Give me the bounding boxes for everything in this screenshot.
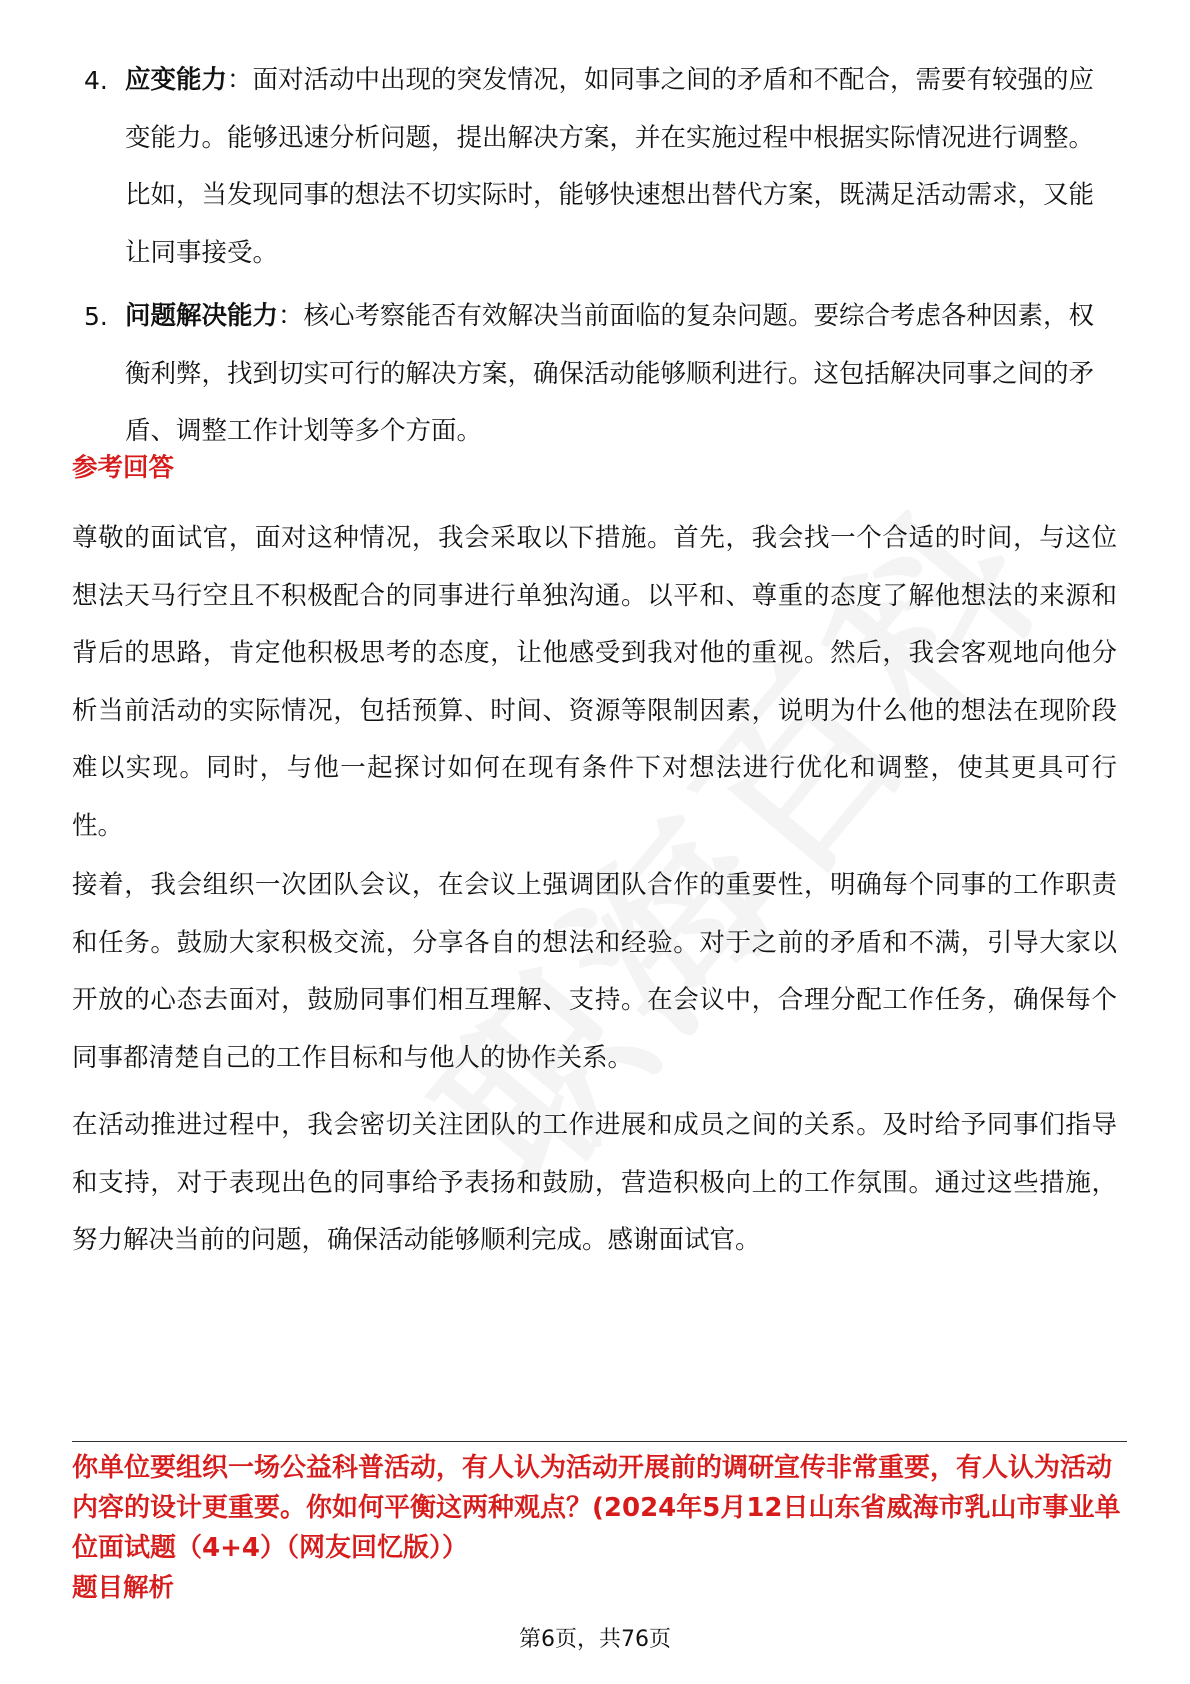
- list-term: 问题解决能力: [125, 301, 279, 331]
- section-divider: [72, 1441, 1127, 1442]
- page-number-footer: 第6页，共76页: [519, 1627, 671, 1652]
- list-text: ：核心考察能否有效解决当前面临的复杂问题。要综合考虑各种因素，权衡利弊，找到切实可行的解决方案，确保活动能够顺利进行。这包括解决同事之间的矛盾、调整工作计划等多个方面。: [125, 301, 1095, 446]
- list-text: ：面对活动中出现的突发情况，如同事之间的矛盾和不配合，需要有较强的应变能力。能够迅速分析问题，提出解决方案，并在实施过程中根据实际情况进行调整。比如，当发现同事的想法不切实际时，能够快速想出替代方案，既满足活动需求，又能让同事接受。: [125, 65, 1095, 268]
- ability-list: [0, 52, 1190, 467]
- list-term: 应变能力: [125, 65, 228, 95]
- list-item: [0, 52, 1190, 282]
- list-item: [0, 288, 1190, 461]
- list-number: 5.: [84, 302, 108, 331]
- answer-paragraph-1: 尊敬的面试官，面对这种情况，我会采取以下措施。首先，我会找一个合适的时间，与这位想法天马行空且不积极配合的同事进行单独沟通。以平和、尊重的态度了解他想法的来源和背后的思路，肯定他积极思考的态度，让他感受到我对他的重视。然后，我会客观地向他分析当前活动的实际情况，包括预算、时间、资源等限制因素，说明为什么他的想法在现阶段难以实现。同时，与他一起探讨如何在现有条件下对想法进行优化和调整，使其更具可行性。: [72, 523, 1117, 841]
- list-item-body: [125, 288, 1115, 461]
- next-question-title: 你单位要组织一场公益科普活动，有人认为活动开展前的调研宣传非常重要，有人认为活动内容的设计更重要。你如何平衡这两种观点？(2024年5月12日山东省威海市乳山市事业单位面试题（4+4）（网友回忆版））: [72, 1453, 1121, 1563]
- answer-paragraph-3: 在活动推进过程中，我会密切关注团队的工作进展和成员之间的关系。及时给予同事们指导和支持，对于表现出色的同事给予表扬和鼓励，营造积极向上的工作氛围。通过这些措施，努力解决当前的问题，确保活动能够顺利完成。感谢面试官。: [72, 1110, 1117, 1255]
- answer-paragraph-2: 接着，我会组织一次团队会议，在会议上强调团队合作的重要性，明确每个同事的工作职责和任务。鼓励大家积极交流，分享各自的想法和经验。对于之前的矛盾和不满，引导大家以开放的心态去面对，鼓励同事们相互理解、支持。在会议中，合理分配工作任务，确保每个同事都清楚自己的工作目标和与他人的协作关系。: [72, 870, 1117, 1073]
- list-number: 4.: [84, 66, 108, 95]
- analysis-heading: 题目解析: [72, 1573, 175, 1603]
- reference-answer-heading: 参考回答: [72, 453, 175, 483]
- list-item-body: [125, 52, 1115, 282]
